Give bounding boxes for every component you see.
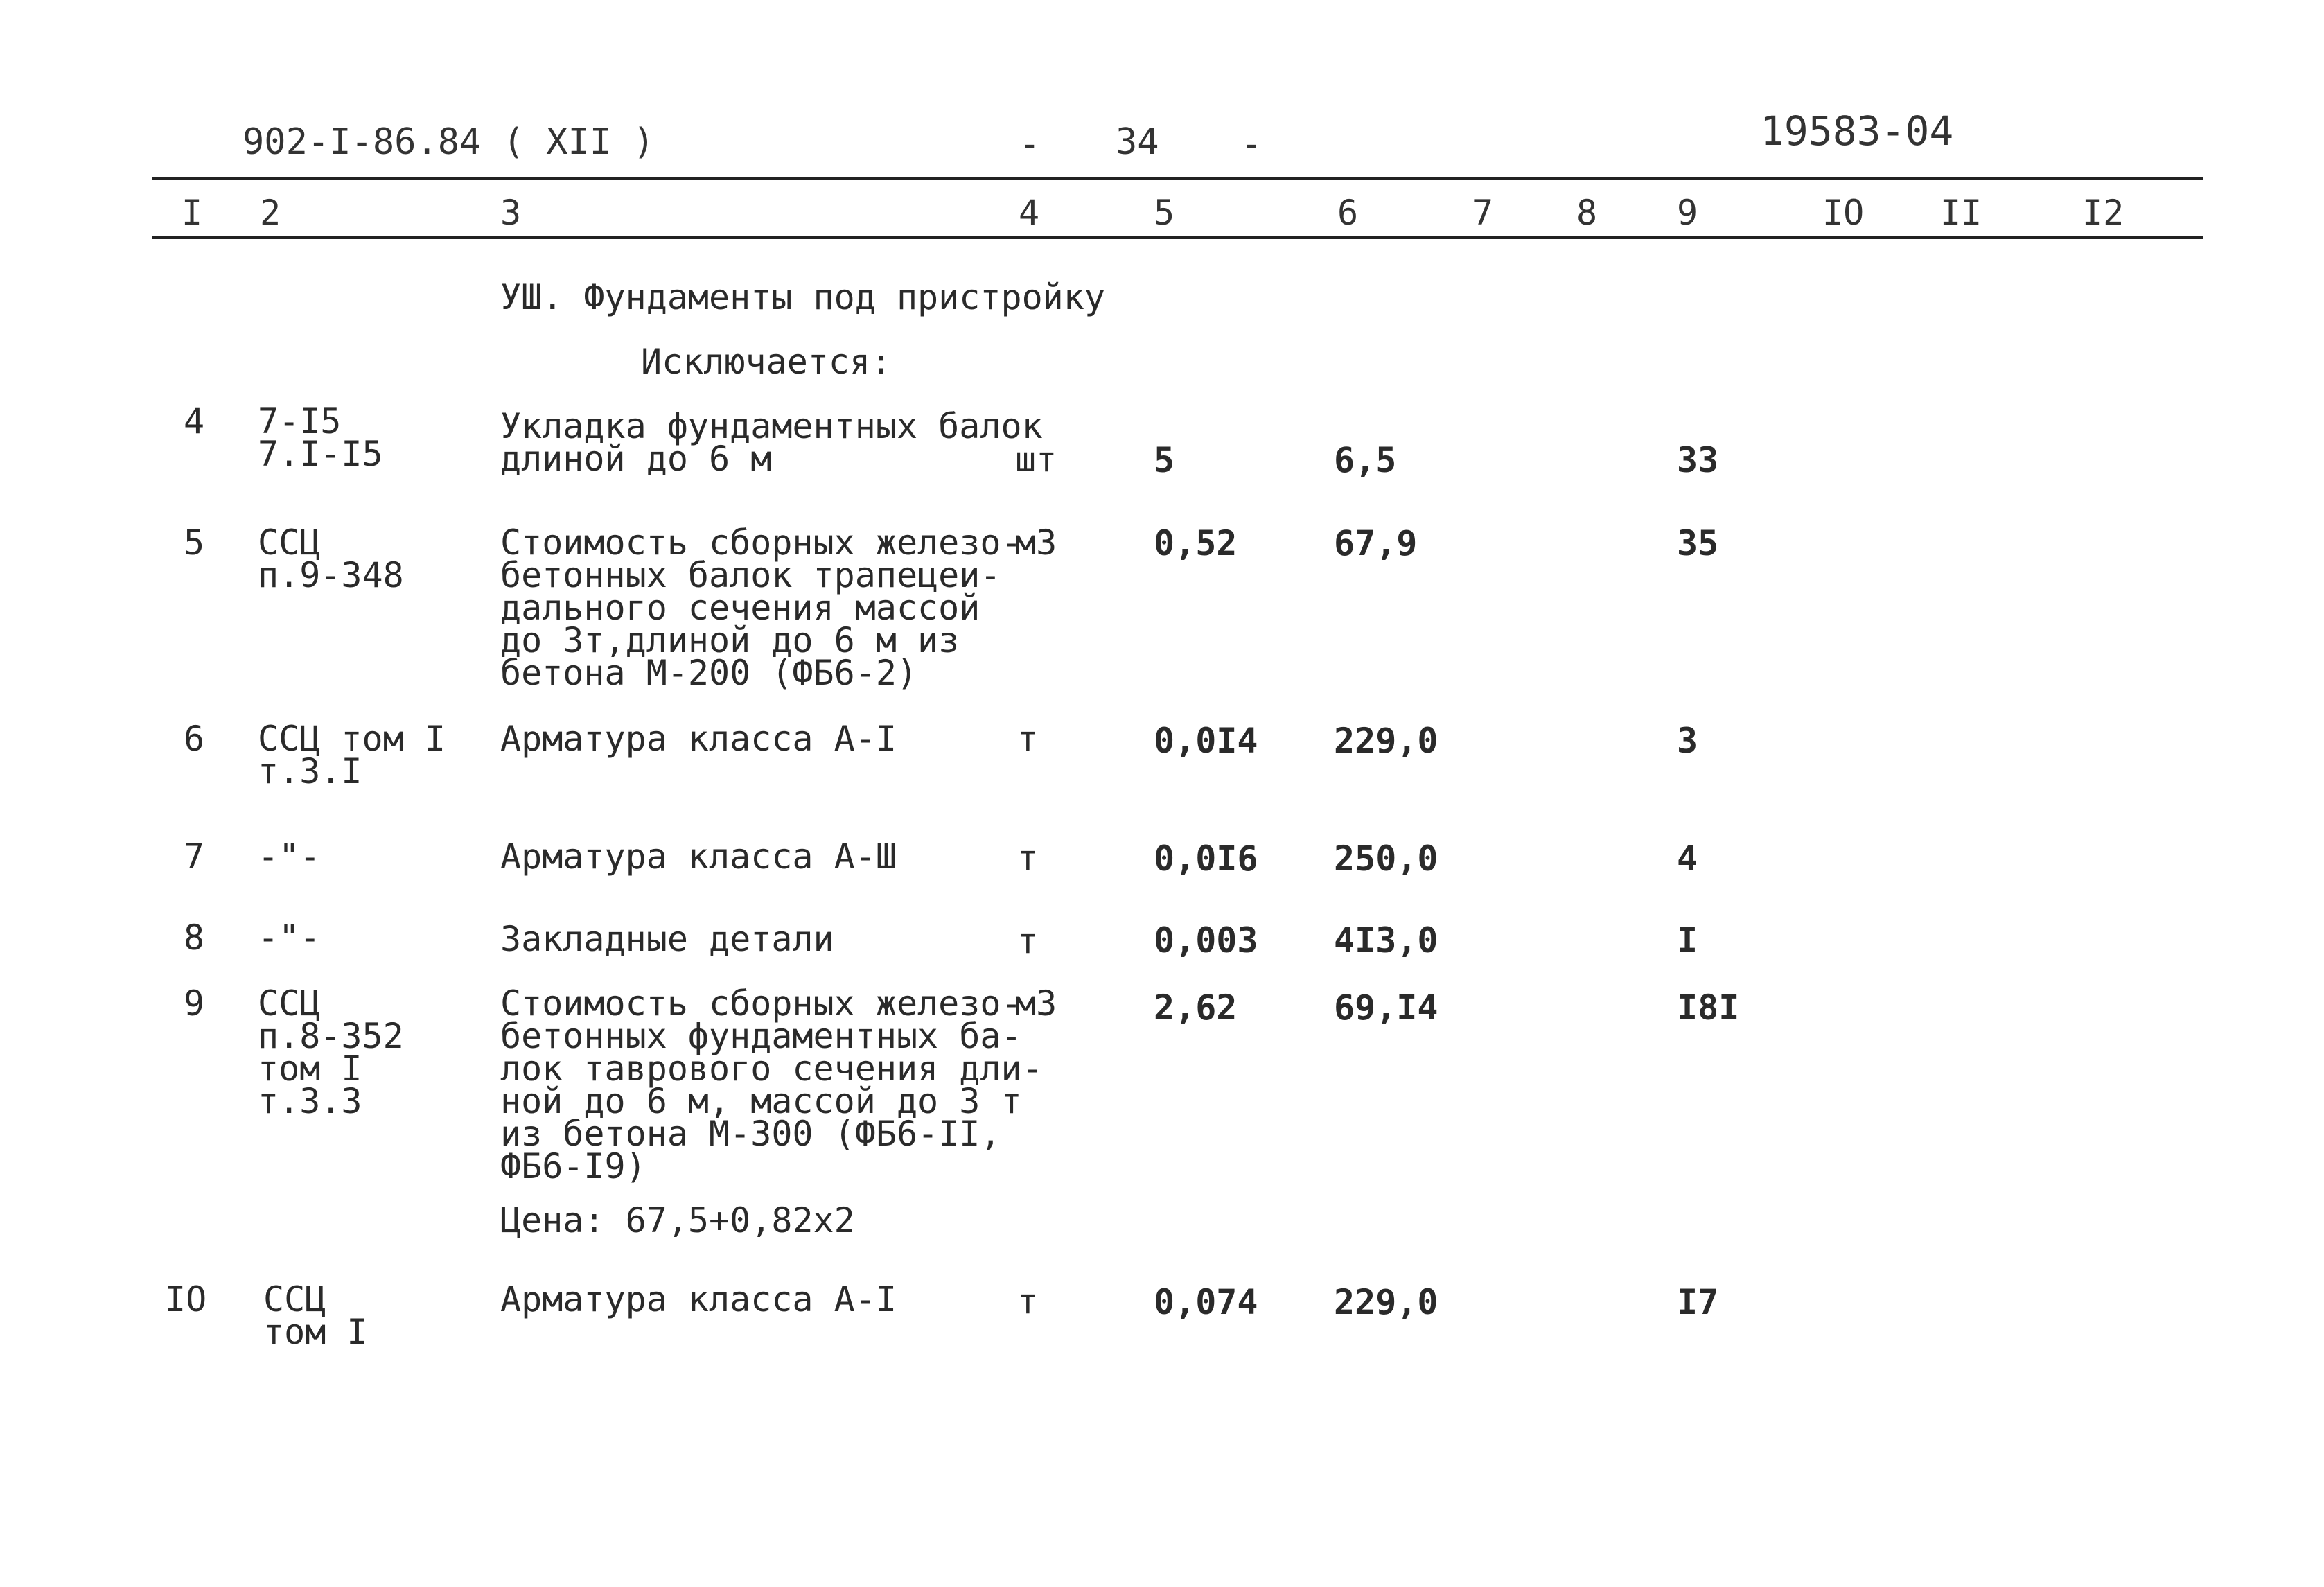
reference-line: том I — [258, 1049, 362, 1089]
page-number: 34 — [1116, 121, 1159, 163]
column-header: IO — [1822, 193, 1865, 233]
row-quantity: 2,62 — [1154, 988, 1238, 1028]
column-header: II — [1940, 193, 1982, 233]
row-number: 5 — [184, 523, 205, 563]
row-price: 250,0 — [1334, 839, 1438, 879]
description-line: дального сечения массой — [500, 588, 980, 628]
column-header: 7 — [1472, 193, 1494, 233]
reference-line: п.8-352 — [258, 1016, 404, 1056]
row-cost: I7 — [1677, 1282, 1719, 1322]
row-reference — [258, 836, 321, 877]
row-description — [500, 919, 834, 959]
reference-line: -"- — [258, 918, 321, 958]
header-top-rule — [152, 177, 2203, 180]
row-number: 8 — [184, 918, 205, 958]
row-reference — [258, 719, 446, 791]
row-quantity: 0,52 — [1154, 523, 1238, 563]
column-header: 3 — [500, 193, 522, 233]
row-number: 7 — [184, 836, 205, 877]
column-header: 2 — [260, 193, 281, 233]
row-description — [500, 983, 1043, 1186]
description-line: длиной до 6 м — [500, 439, 772, 479]
row-reference — [258, 918, 321, 958]
reference-line: ССЦ — [258, 983, 321, 1024]
description-line: Закладные детали — [500, 919, 834, 959]
description-line: Стоимость сборных железо- — [500, 983, 1022, 1024]
reference-line: т.3.I — [258, 751, 362, 791]
reference-line: -"- — [258, 836, 321, 877]
description-line: бетонных фундаментных ба- — [500, 1016, 1022, 1056]
column-header: 6 — [1337, 193, 1359, 233]
row-cost: I — [1677, 920, 1698, 961]
row-number: 4 — [184, 401, 205, 441]
row-cost: 33 — [1677, 440, 1719, 480]
row-price: 69,I4 — [1334, 988, 1438, 1028]
row-price: 67,9 — [1334, 523, 1418, 563]
row-unit: м3 — [1015, 983, 1057, 1024]
row-quantity: 5 — [1154, 440, 1175, 480]
page-dash-right: - — [1240, 123, 1262, 165]
row-quantity: 0,0I4 — [1154, 721, 1258, 761]
row-price: 229,0 — [1334, 1282, 1438, 1322]
row-price: 4I3,0 — [1334, 920, 1438, 961]
section-title: УШ. Фундаменты под пристройку — [500, 277, 1105, 317]
column-header: 5 — [1154, 193, 1175, 233]
description-line: Укладка фундаментных балок — [500, 406, 1043, 446]
section-subtitle: Исключается: — [641, 342, 892, 382]
row-cost: I8I — [1677, 988, 1740, 1028]
description-line: лок таврового сечения дли- — [500, 1049, 1043, 1089]
reference-line: 7.I-I5 — [258, 434, 383, 474]
description-line: ФБ6-I9) — [500, 1146, 646, 1186]
row-description — [500, 719, 897, 759]
column-header: I — [182, 193, 203, 233]
description-line: бетонных балок трапецеи- — [500, 555, 1001, 595]
description-line: Арматура класса А-I — [500, 719, 897, 759]
description-line: до 3т,длиной до 6 м из — [500, 620, 960, 660]
reference-line: ССЦ том I — [258, 719, 446, 759]
row-cost: 3 — [1677, 721, 1698, 761]
column-header: 8 — [1576, 193, 1598, 233]
row-unit: м3 — [1015, 523, 1057, 563]
column-header: 4 — [1019, 193, 1040, 233]
row-unit: т — [1017, 1281, 1039, 1322]
row-price: 229,0 — [1334, 721, 1438, 761]
price-note: Цена: 67,5+0,82х2 — [500, 1200, 855, 1240]
reference-line: п.9-348 — [258, 555, 404, 595]
row-description — [500, 836, 897, 877]
row-reference — [258, 523, 404, 595]
reference-line: том I — [263, 1312, 368, 1352]
description-line: Арматура класса А-I — [500, 1279, 897, 1319]
row-price: 6,5 — [1334, 440, 1397, 480]
document-code: 902-I-86.84 ( XII ) — [243, 121, 655, 163]
row-unit: шт — [1015, 439, 1057, 480]
row-description — [500, 1279, 897, 1319]
row-reference — [258, 983, 404, 1121]
row-cost: 4 — [1677, 839, 1698, 879]
row-number: 9 — [184, 983, 205, 1024]
row-cost: 35 — [1677, 523, 1719, 563]
page-dash-left: - — [1019, 123, 1041, 165]
row-quantity: 0,074 — [1154, 1282, 1258, 1322]
row-number: 6 — [184, 719, 205, 759]
description-line: из бетона М-300 (ФБ6-II, — [500, 1114, 1001, 1154]
description-line: бетона М-200 (ФБ6-2) — [500, 653, 918, 693]
row-reference — [263, 1279, 368, 1352]
column-header: I2 — [2082, 193, 2124, 233]
row-description — [500, 406, 1043, 479]
row-description — [500, 523, 1022, 693]
row-number: IO — [165, 1279, 207, 1319]
reference-line: ССЦ — [258, 523, 321, 563]
reference-line: 7-I5 — [258, 401, 342, 441]
reference-line: ССЦ — [263, 1279, 326, 1319]
sheet-id: 19583-04 — [1760, 107, 1954, 155]
row-quantity: 0,003 — [1154, 920, 1258, 961]
row-reference — [258, 401, 383, 474]
row-unit: т — [1017, 838, 1039, 878]
row-unit: т — [1017, 719, 1039, 759]
description-line: Стоимость сборных железо- — [500, 523, 1022, 563]
row-unit: т — [1017, 921, 1039, 961]
column-header: 9 — [1677, 193, 1698, 233]
description-line: ной до 6 м, массой до 3 т — [500, 1081, 1022, 1121]
row-quantity: 0,0I6 — [1154, 839, 1258, 879]
description-line: Арматура класса А-Ш — [500, 836, 897, 877]
reference-line: т.3.3 — [258, 1081, 362, 1121]
header-bottom-rule — [152, 236, 2203, 239]
